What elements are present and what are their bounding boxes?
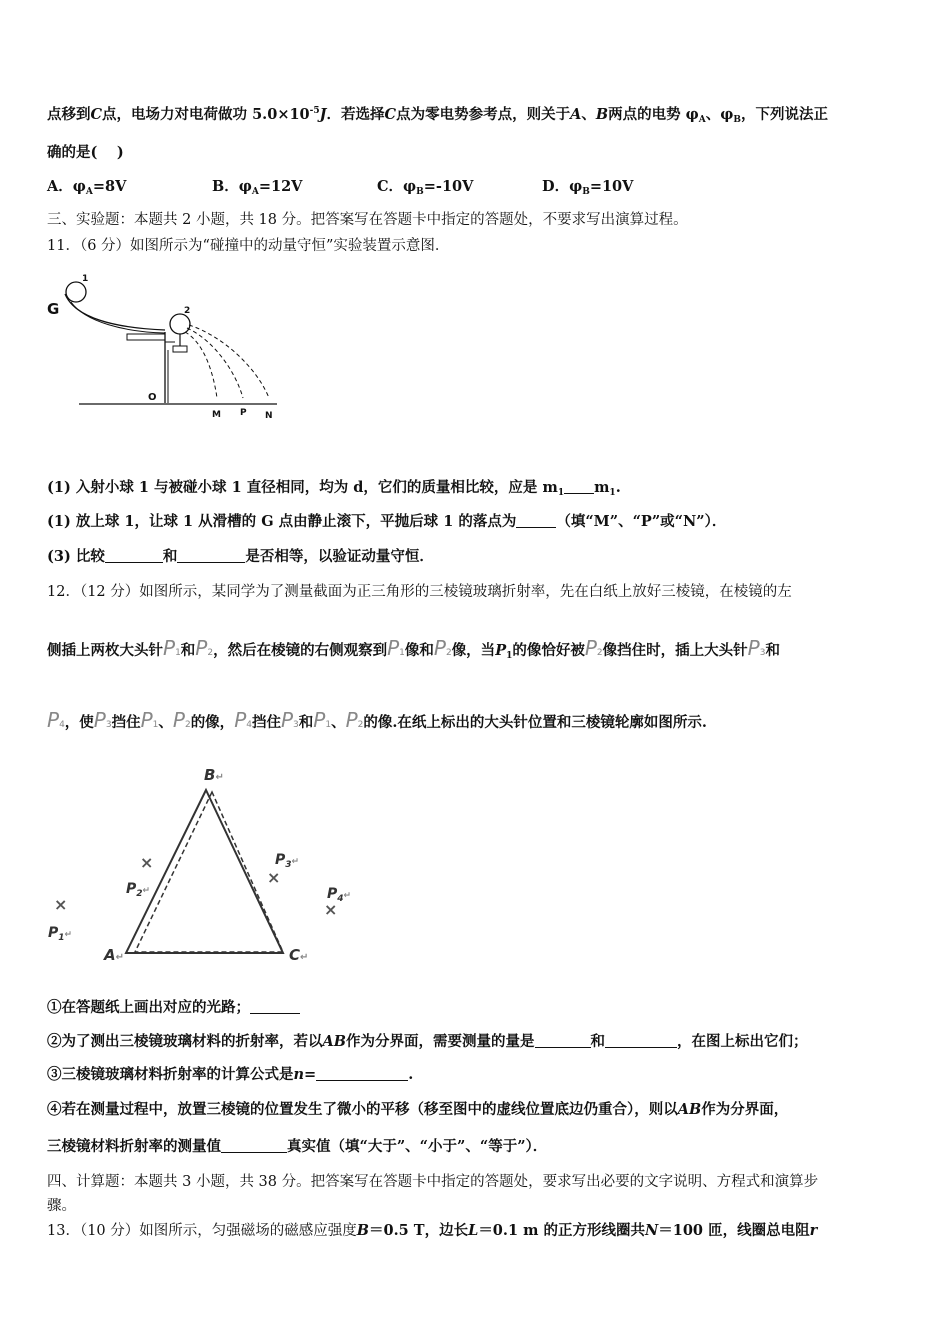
- fig-label-a: A↵: [104, 946, 124, 964]
- pin-p3-mark: ×: [267, 868, 281, 887]
- ball-1: [66, 282, 86, 302]
- q12-blank-1[interactable]: [250, 999, 300, 1014]
- q11-blank-4[interactable]: [177, 548, 245, 563]
- support-clamp: [173, 346, 187, 352]
- fig-label-ball2: 2: [184, 306, 191, 316]
- q12-title: 12．（12 分）如图所示，某同学为了测量截面为正三角形的三棱镜玻璃折射率，先在白纸上放好三棱镜，在棱镜的左: [47, 584, 792, 600]
- q10-stem-line2: 确的是( ): [47, 144, 124, 161]
- fig-label-p4: $P_4^↵$: [327, 886, 352, 904]
- q11-sub2: (1) 放上球 1，让球 1 从滑槽的 G 点由静止滚下，平抛后球 1 的落点为 （填“M”、“P”或“N”）．: [47, 513, 727, 530]
- q12-line3: P4，使P3挡住P1、P2的像，P4挡住P3和P1、P2的像.在纸上标出的大头针位置和三棱镜轮廓如图所示.: [47, 708, 707, 732]
- q12-sub1: ①在答题纸上画出对应的光路；: [47, 996, 300, 1017]
- fig-label-o: O: [148, 392, 157, 403]
- chute-upper: [65, 294, 165, 330]
- q12-line2: 侧插上两枚大头针P1和P2，然后在棱镜的右侧观察到P1像和P2像，当$P_1$的像恰好被P2像挡住时，插上大头针P3和: [47, 636, 780, 661]
- fig-label-p: P: [240, 408, 247, 418]
- collision-apparatus-figure: [45, 270, 285, 425]
- section4-title-line2: 骤。: [47, 1198, 76, 1214]
- section3-title: 三、实验题：本题共 2 小题，共 18 分。把答案写在答题卡中指定的答题处，不要求写出演算过程。: [47, 212, 688, 228]
- pin-p2-mark: ×: [140, 853, 154, 872]
- q12-sub4: ④若在测量过程中，放置三棱镜的位置发生了微小的平移（移至图中的虚线位置底边仍重合），则以AB作为分界面，: [47, 1101, 789, 1118]
- chute-lower: [71, 302, 165, 333]
- q10-option-b: B．$\varphi_A=12V$: [212, 178, 303, 197]
- fig-label-n: N: [265, 411, 273, 421]
- fig-label-p2: $P_2^↵$: [126, 881, 151, 899]
- q11-sub3: (3) 比较 和 是否相等，以验证动量守恒．: [47, 548, 434, 565]
- fig-label-m: M: [212, 410, 221, 420]
- fig-label-g: G: [47, 300, 60, 318]
- ball-2: [170, 314, 190, 334]
- q13-stem: 13．（10 分）如图所示，匀强磁场的磁感应强度B＝0.5 T，边长L＝0.1 m 的正方形线圈共N＝100 匝，线圈总电阻r: [47, 1222, 818, 1239]
- q10-option-d: D．$\varphi_B=10V$: [542, 178, 634, 197]
- q10-stem-line1: 点移到C点，电场力对电荷做功 $5.0\times 10^{-5}J$．若选择C点为零电势参考点，则关于A、B两点的电势 $\varphi_A$、$\varphi_B$，下列说法正: [47, 106, 828, 125]
- fig-label-p1: $P_1^↵$: [48, 925, 73, 943]
- prism-figure: [40, 760, 370, 970]
- q12-blank-2[interactable]: [535, 1033, 591, 1048]
- q11-blank-3[interactable]: [105, 548, 163, 563]
- q12-blank-3[interactable]: [605, 1033, 677, 1048]
- q12-sub2: ②为了测出三棱镜玻璃材料的折射率，若以AB作为分界面，需要测量的量是 和 ，在图上标出它们；: [47, 1033, 808, 1050]
- fig-label-ball1: 1: [82, 274, 89, 284]
- chute-base: [127, 334, 165, 340]
- pin-p4-mark: ×: [324, 900, 338, 919]
- fig-label-c: C↵: [289, 946, 309, 964]
- pin-p1-mark: ×: [54, 895, 68, 914]
- q11-title: 11．（6 分）如图所示为“碰撞中的动量守恒”实验装置示意图．: [47, 238, 450, 254]
- q10-option-a: A．$\varphi_A=8V$: [47, 178, 127, 197]
- q12-sub3: ③三棱镜玻璃材料折射率的计算公式是n= .: [47, 1066, 414, 1083]
- q12-blank-4[interactable]: [316, 1066, 408, 1081]
- trajectory-m: [185, 332, 217, 398]
- q11-blank-2[interactable]: [516, 513, 556, 528]
- q11-sub1: (1) 入射小球 1 与被碰小球 1 直径相同，均为 d，它们的质量相比较，应是 $m_1$ $m_1$.: [47, 479, 621, 498]
- q11-blank-1[interactable]: [564, 479, 594, 494]
- q12-blank-5[interactable]: [221, 1138, 287, 1153]
- fig-label-b: B↵: [204, 766, 224, 784]
- q12-sub4-line2: 三棱镜材料折射率的测量值 真实值（填“大于”、“小于”、“等于”）．: [47, 1138, 548, 1155]
- q10-options: [47, 175, 707, 197]
- prism-shifted-outline: [135, 792, 283, 952]
- q10-option-c: C．$\varphi_B=-10V$: [377, 178, 474, 197]
- section4-title-line1: 四、计算题：本题共 3 小题，共 38 分。把答案写在答题卡中指定的答题处，要求写出必要的文字说明、方程式和演算步: [47, 1174, 819, 1190]
- fig-label-p3: $P_3^↵$: [275, 852, 300, 870]
